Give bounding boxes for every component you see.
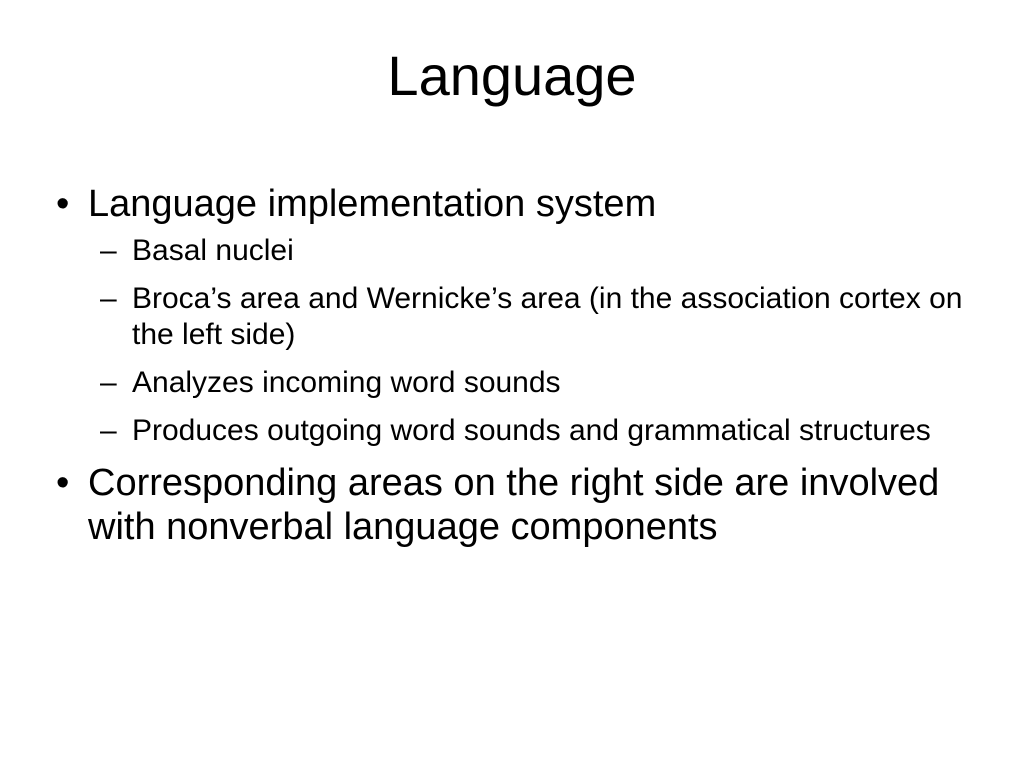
- sub-bullet-item: [56, 233, 976, 269]
- bullet-text: Corresponding areas on the right side are involved with nonverbal language components: [88, 462, 940, 548]
- bullet-marker: •: [56, 462, 70, 504]
- bullet-item: [56, 182, 976, 226]
- sub-bullet-text: Produces outgoing word sounds and grammatical structures: [132, 414, 931, 447]
- slide-title: Language: [387, 44, 637, 107]
- bullet-text: Language implementation system: [88, 183, 657, 225]
- bullet-marker: •: [56, 183, 70, 225]
- bullet-item: [56, 461, 976, 549]
- sub-bullet-item: [56, 413, 976, 449]
- sub-bullet-list: [56, 233, 976, 449]
- dash-marker: –: [100, 414, 117, 447]
- sub-bullet-text: Broca’s area and Wernicke’s area (in the association cortex on the left side): [132, 282, 963, 351]
- dash-marker: –: [100, 234, 117, 267]
- sub-bullet-text: Basal nuclei: [132, 234, 294, 267]
- dash-marker: –: [100, 366, 117, 399]
- sub-bullet-item: [56, 281, 976, 353]
- sub-bullet-item: [56, 365, 976, 401]
- sub-bullet-text: Analyzes incoming word sounds: [132, 366, 561, 399]
- dash-marker: –: [100, 282, 117, 315]
- slide-body: [56, 182, 976, 549]
